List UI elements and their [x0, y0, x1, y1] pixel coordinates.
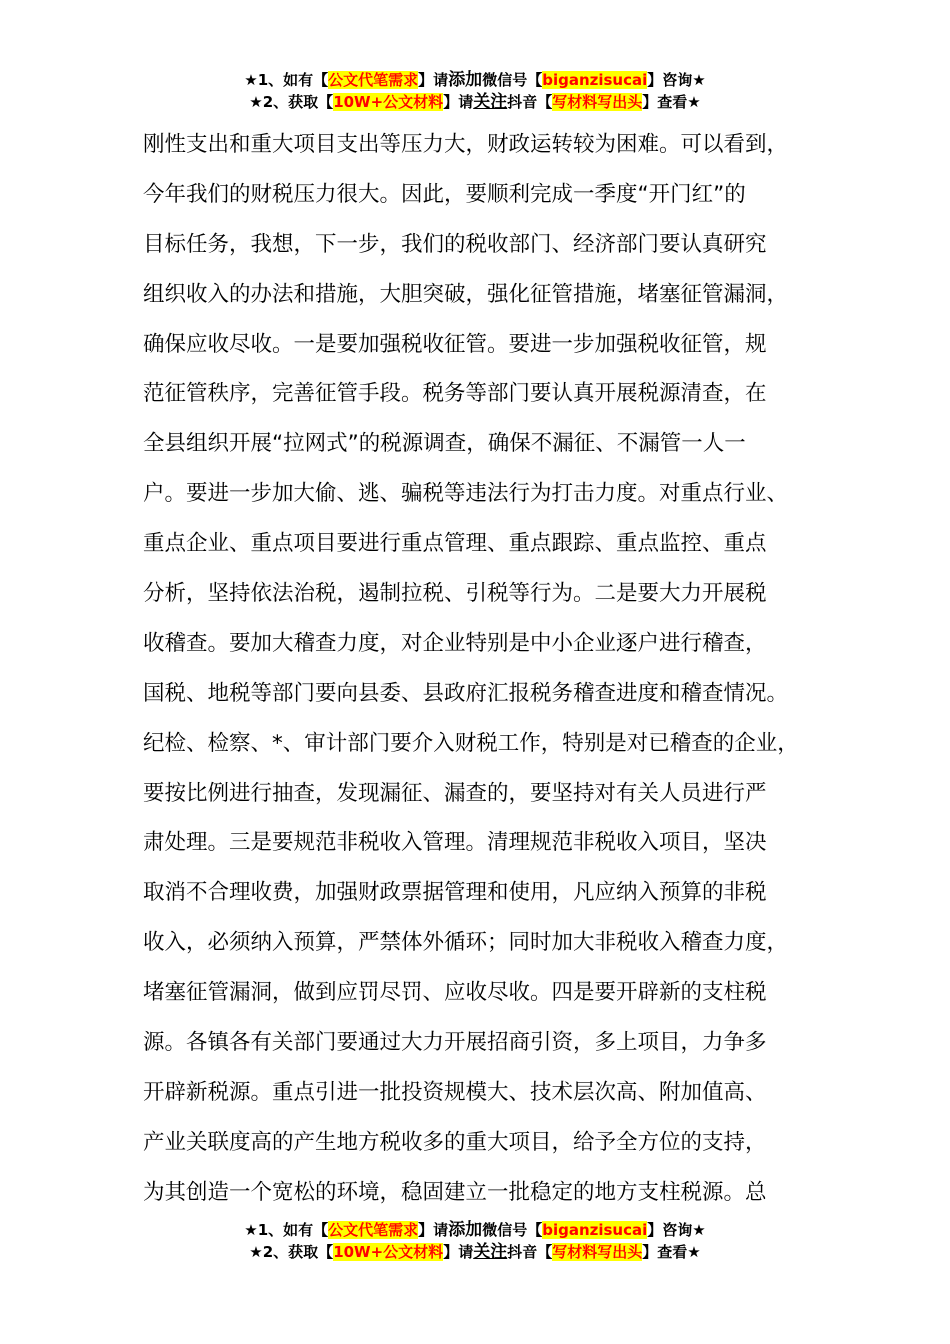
highlight-douyin: 写材料写出头	[552, 93, 643, 111]
body-line: 源。各镇各有关部门要通过大力开展招商引资，多上项目，力争多	[143, 1030, 767, 1056]
banner-emphasis: 添加	[448, 1220, 483, 1240]
body-line: 目标任务，我想，下一步，我们的税收部门、经济部门要认真研究	[143, 231, 767, 257]
body-line: 收稽查。要加大稽查力度，对企业特别是中小企业逐户进行稽查，	[143, 630, 767, 656]
body-line: 要按比例进行抽查，发现漏征、漏查的，要坚持对有关人员进行严	[143, 780, 767, 806]
banner-text: 抖音【	[507, 1243, 553, 1261]
highlight-douyin: 写材料写出头	[552, 1243, 643, 1261]
banner-emphasis: 关注	[473, 92, 508, 112]
body-line: 收入，必须纳入预算，严禁体外循环；同时加大非税收入稽查力度，	[143, 930, 789, 956]
body-line: 肃处理。三是要规范非税收入管理。清理规范非税收入项目，坚决	[143, 830, 767, 856]
body-line: 国税、地税等部门要向县委、县政府汇报税务稽查进度和稽查情况。	[143, 680, 789, 706]
banner-text: ★1、如有【	[244, 71, 329, 89]
body-line: 确保应收尽收。一是要加强税收征管。要进一步加强税收征管，规	[143, 331, 767, 357]
body-line: 组织收入的办法和措施，大胆突破，强化征管措施，堵塞征管漏洞，	[143, 281, 789, 307]
banner-text: 微信号【	[482, 1221, 543, 1239]
body-line: 取消不合理收费，加强财政票据管理和使用，凡应纳入预算的非税	[143, 880, 767, 906]
highlight-wechat-id: biganzisucai	[542, 71, 648, 89]
banner-text: 】请	[443, 93, 474, 111]
banner-text: 】请	[443, 1243, 474, 1261]
banner-text: 】咨询★	[647, 1221, 706, 1239]
banner-text: ★2、获取【	[249, 1243, 334, 1261]
body-line: 户。要进一步加大偷、逃、骗税等违法行为打击力度。对重点行业、	[143, 481, 789, 507]
body-line: 为其创造一个宽松的环境，稳固建立一批稳定的地方支柱税源。总	[143, 1179, 767, 1205]
banner-emphasis: 关注	[473, 1242, 508, 1262]
banner-text: 】请	[418, 71, 449, 89]
footer-banner	[0, 1219, 950, 1263]
highlight-service: 公文代笔需求	[328, 1221, 419, 1239]
banner-text: 】咨询★	[647, 71, 706, 89]
body-line: 范征管秩序，完善征管手段。税务等部门要认真开展税源清查，在	[143, 381, 767, 407]
banner-text: 微信号【	[482, 71, 543, 89]
highlight-service: 公文代笔需求	[328, 71, 419, 89]
body-line: 刚性支出和重大项目支出等压力大，财政运转较为困难。可以看到，	[143, 132, 789, 157]
body-line: 开辟新税源。重点引进一批投资规模大、技术层次高、附加值高、	[143, 1079, 767, 1105]
banner-text: ★1、如有【	[244, 1221, 329, 1239]
banner-text: 】查看★	[642, 93, 701, 111]
body-line: 堵塞征管漏洞，做到应罚尽罚、应收尽收。四是要开辟新的支柱税	[143, 980, 767, 1006]
highlight-materials: 10W+公文材料	[333, 93, 444, 111]
body-line: 产业关联度高的产生地方税收多的重大项目，给予全方位的支持，	[143, 1129, 767, 1155]
banner-text: 抖音【	[507, 93, 553, 111]
banner-text: 】查看★	[642, 1243, 701, 1261]
banner-line-1	[0, 69, 950, 91]
banner-text: 】请	[418, 1221, 449, 1239]
body-line: 重点企业、重点项目要进行重点管理、重点跟踪、重点监控、重点	[143, 531, 767, 557]
banner-line-1	[0, 1219, 950, 1241]
banner-line-2	[0, 1241, 950, 1263]
body-line: 今年我们的财税压力很大。因此，要顺利完成一季度“开门红”的	[143, 181, 746, 207]
header-banner	[0, 69, 950, 113]
banner-text: ★2、获取【	[249, 93, 334, 111]
body-line: 纪检、检察、*、审计部门要介入财税工作，特别是对已稽查的企业，	[143, 730, 799, 756]
highlight-materials: 10W+公文材料	[333, 1243, 444, 1261]
highlight-wechat-id: biganzisucai	[542, 1221, 648, 1239]
body-line: 分析，坚持依法治税，遏制拉税、引税等行为。二是要大力开展税	[143, 581, 767, 607]
document-body	[143, 120, 843, 1218]
banner-emphasis: 添加	[448, 70, 483, 90]
body-line: 全县组织开展“拉网式”的税源调查，确保不漏征、不漏管一人一	[143, 431, 746, 457]
banner-line-2	[0, 91, 950, 113]
